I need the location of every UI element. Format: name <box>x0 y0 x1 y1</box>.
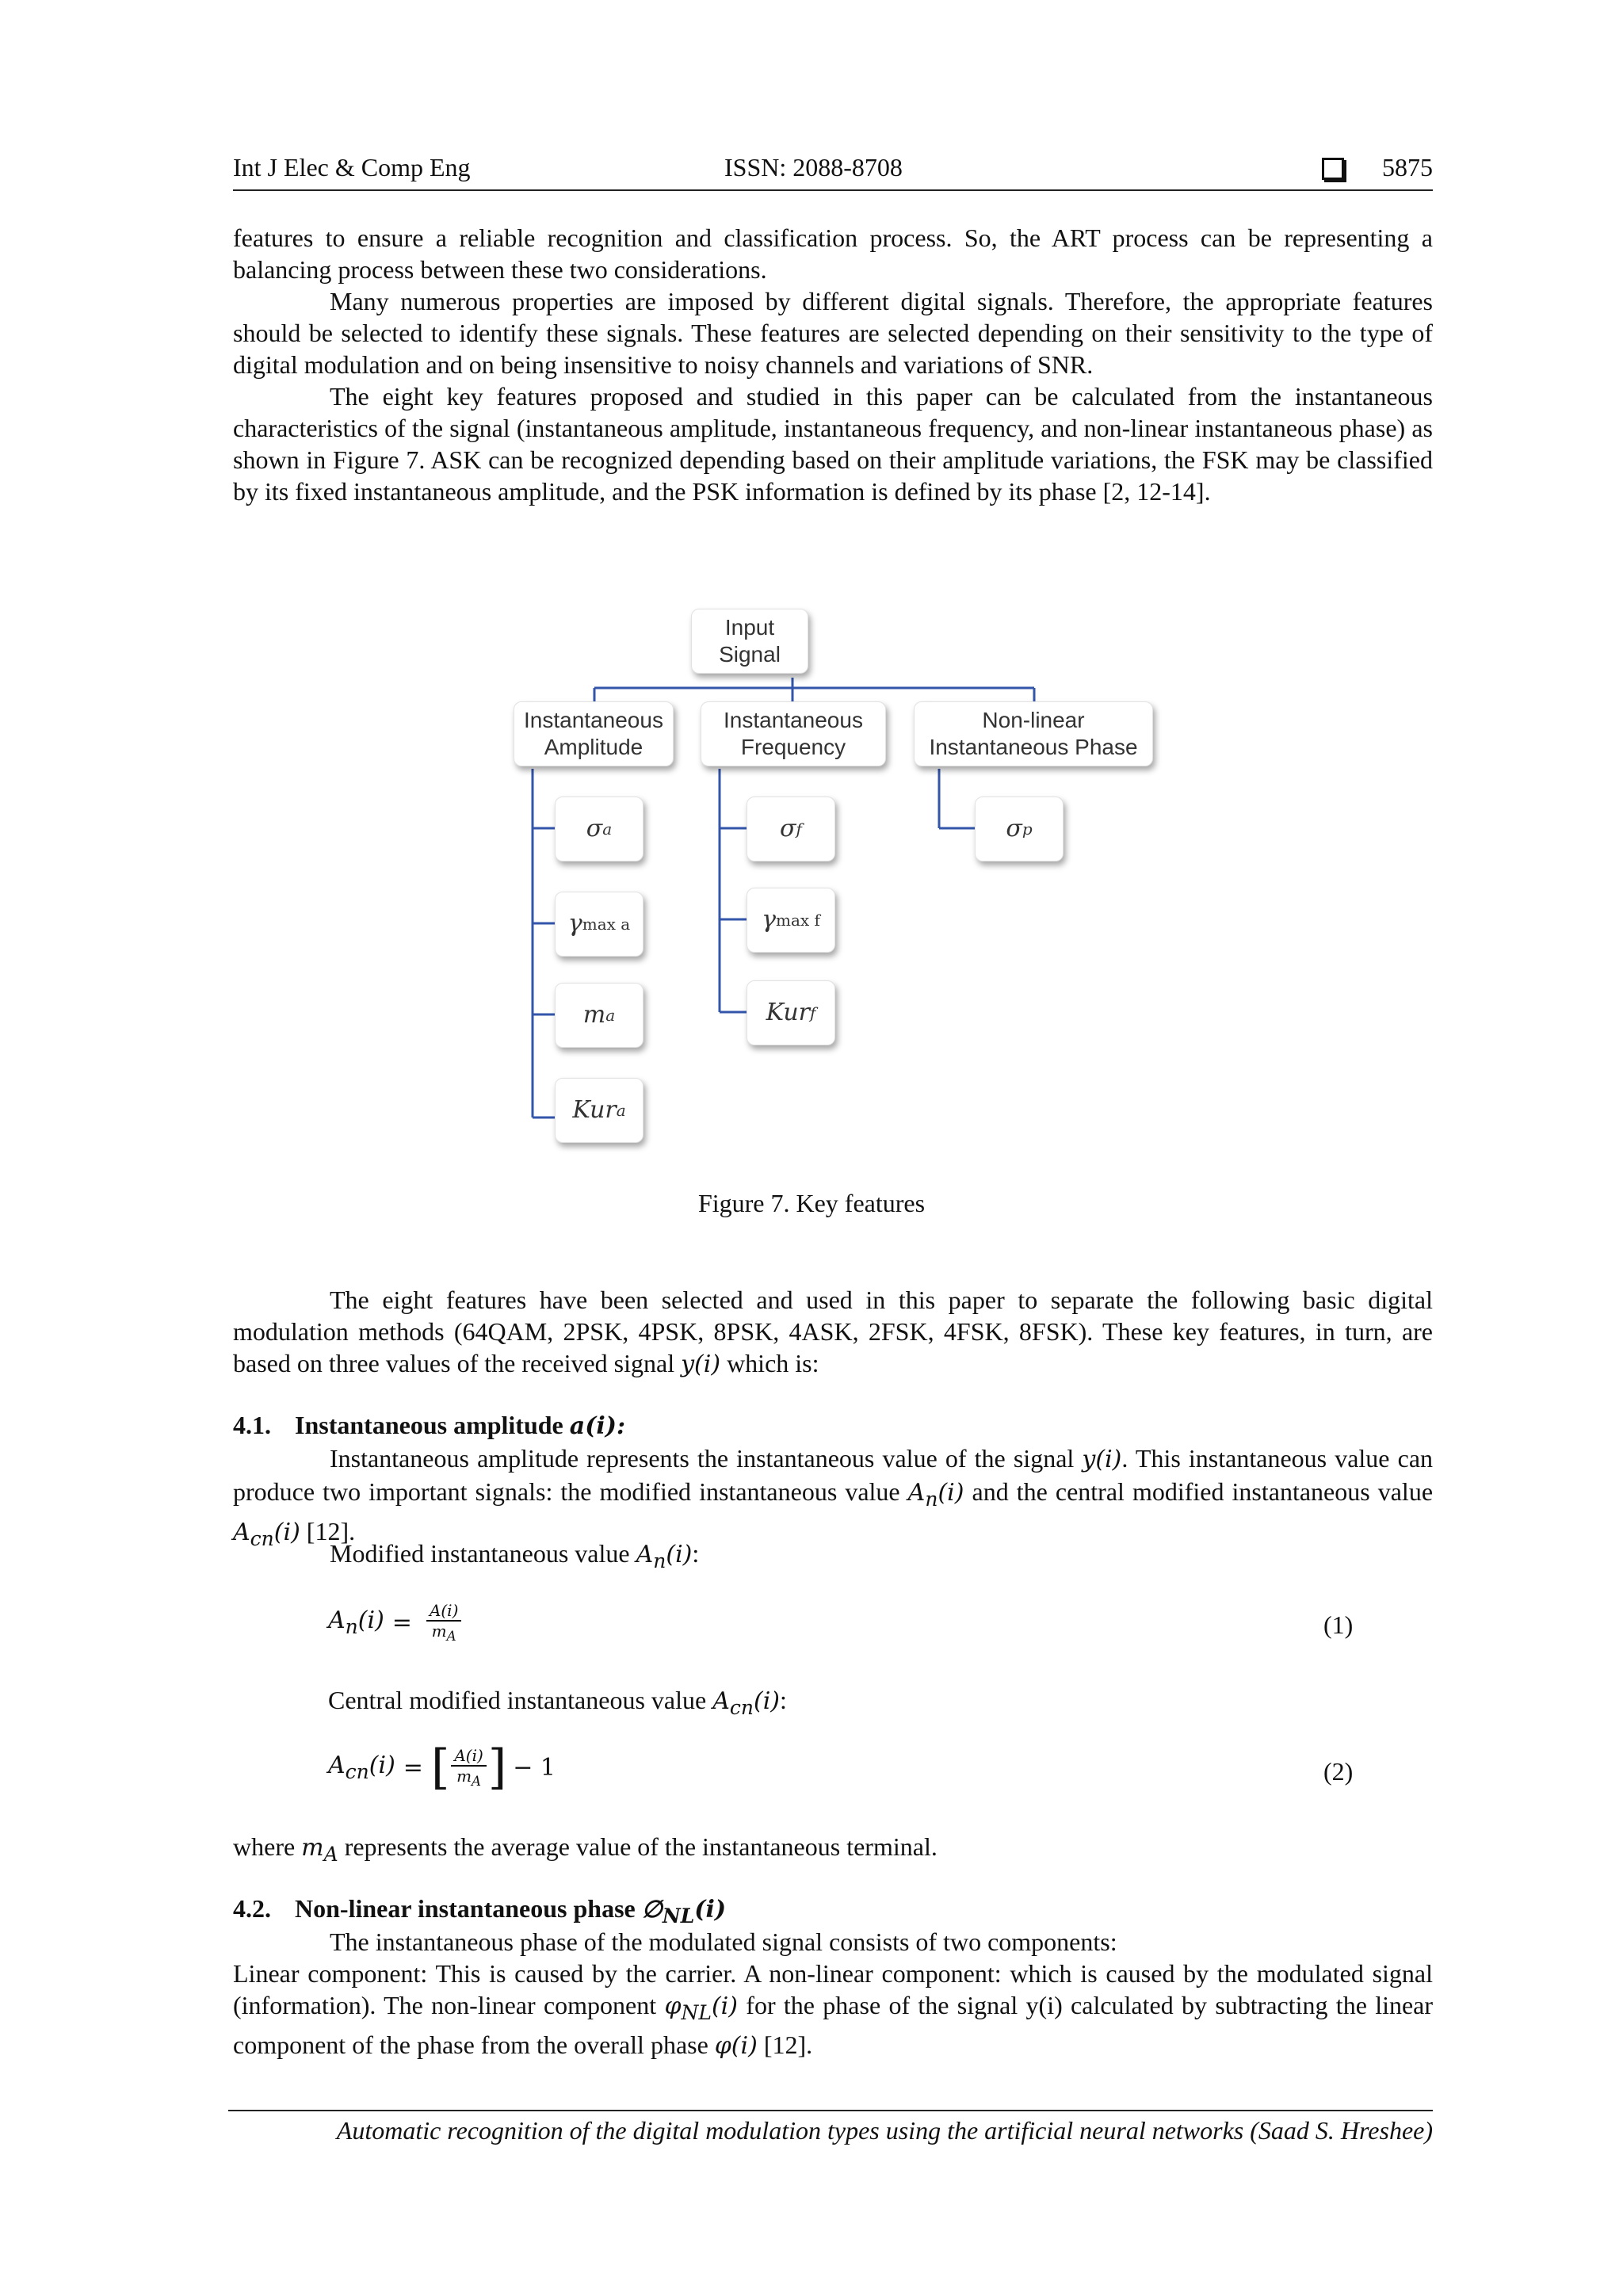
equation-1: $A_n(i)$ = $\frac{A(i)}{m_A}$ <box>328 1601 468 1644</box>
feature-sigma-p: σ p <box>975 797 1064 861</box>
paragraph-4: The eight features have been selected and used in this paper to separate the following basic digital modulation methods (64QAM, 2PSK, 4PSK, 8PSK, 4ASK, 2FSK, 4FSK, 8FSK). These key features, in turn, are based on three values of the received signal y(i) which is: <box>233 1286 1433 1378</box>
section-4-1-heading: 4.1. Instantaneous amplitude a(i): <box>233 1411 626 1440</box>
node-input-signal: Input Signal <box>691 609 808 674</box>
paragraph-1: features to ensure a reliable recognition and classification process. So, the ART process can be representing a balancing process between these two considerations. <box>233 223 1433 284</box>
feature-m-a: m a <box>555 983 643 1048</box>
modified-value-label: Modified instantaneous value $A_n(i)$: <box>330 1539 700 1572</box>
equation-1-number: (1) <box>1323 1610 1354 1639</box>
page-footer: Automatic recognition of the digital modulation types using the artificial neural networks (Saad S. Hreshee) <box>228 2110 1433 2145</box>
equation-2-number: (2) <box>1323 1757 1354 1786</box>
feature-gamma-max-a: γ max a <box>555 892 643 957</box>
figure-caption: Figure 7. Key features <box>697 1189 926 1217</box>
page-number: 5875 <box>1382 153 1433 181</box>
page-header <box>233 153 1433 191</box>
key-features-diagram <box>507 602 1157 1157</box>
equation-2: $A_{cn}(i)$ = [ $\frac{A(i)}{m_A}$ ] − 1 <box>328 1740 556 1795</box>
feature-kur-a: Kur a <box>555 1078 643 1143</box>
feature-gamma-max-f: γ max f <box>747 888 835 953</box>
node-instantaneous-frequency: Instantaneous Frequency <box>701 701 886 766</box>
square-bullet-icon <box>1322 158 1344 180</box>
central-value-label: Central modified instantaneous value $A_{cn}(i)$: <box>328 1686 787 1719</box>
section-4-2-heading: 4.2. Non-linear instantaneous phase $\emptyset_{NL}(i)$ <box>233 1894 727 1927</box>
where-sentence: where $m_A$ represents the average value of the instantaneous terminal. <box>233 1832 938 1866</box>
section-4-2-paragraph-2: Linear component: This is caused by the carrier. A non-linear component: which is caused by the modulated signal (information). The non-linear component $\varphi_{NL}(i)$ for the phase of the signal y(i) calculated by subtracting the linear component of the phase from the overall phase φ(i) [12]. <box>233 1959 1434 2060</box>
node-instantaneous-amplitude: Instantaneous Amplitude <box>514 701 674 766</box>
paragraph-3: The eight key features proposed and studied in this paper can be calculated from the instantaneous characteristics of the signal (instantaneous amplitude, instantaneous frequency, and non-linear instantaneous phase) as shown in Figure 7. ASK can be recognized depending based on their amplitude variations, the FSK may be classified by its fixed instantaneous amplitude, and the PSK information is defined by its phase [2, 12-14]. <box>233 382 1433 506</box>
section-4-2-paragraph-1: The instantaneous phase of the modulated signal consists of two components: <box>330 1927 1117 1956</box>
issn: ISSN: 2088-8708 <box>724 153 903 181</box>
diagram-connectors <box>507 602 1157 1157</box>
feature-sigma-a: σ a <box>555 797 643 861</box>
section-4-1-paragraph: Instantaneous amplitude represents the instantaneous value of the signal y(i). This instantaneous value can produce two important signals: the modified instantaneous value $A_n(i)$ and the central modified instantaneous value $A_{cn}(i)$ [12]. <box>233 1444 1434 1550</box>
journal-name: Int J Elec & Comp Eng <box>233 153 471 181</box>
feature-sigma-f: σ f <box>747 797 835 861</box>
node-nonlinear-phase: Non-linear Instantaneous Phase <box>914 701 1153 766</box>
feature-kur-f: Kur f <box>747 980 835 1045</box>
paragraph-2: Many numerous properties are imposed by different digital signals. Therefore, the appropriate features should be selected to identify these signals. These features are selected depending on their sensitivity to the type of digital modulation and on being insensitive to noisy channels and variations of SNR. <box>233 287 1433 379</box>
